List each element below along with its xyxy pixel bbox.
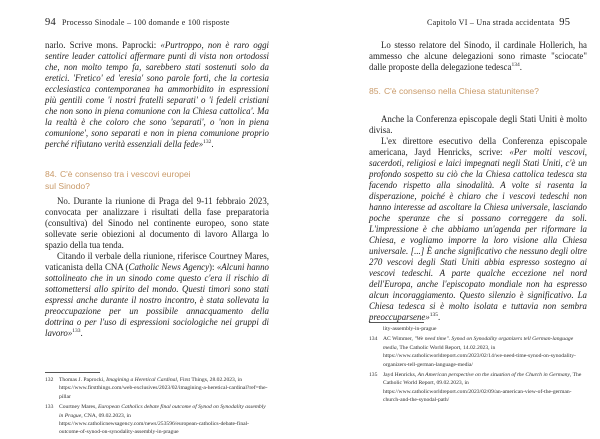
section-heading-85	[369, 86, 587, 98]
right-footnotes	[369, 325, 587, 407]
left-paragraph-1	[45, 40, 269, 150]
footnote-number: 132	[45, 377, 54, 383]
section-heading-84	[45, 169, 195, 192]
footnote-continuation: lity-assembly-in-prague	[383, 326, 437, 332]
footnote-135	[369, 371, 587, 405]
left-page	[0, 0, 300, 436]
right-page-number: 95	[559, 17, 571, 28]
footnote-source: , First Things, 28.02.2023, in https://www.firstthings.com/web-exclusives/2023/02/imagining-a-heretical-cardinal?ref=the-pillar	[59, 377, 268, 400]
footnote-text	[59, 403, 269, 437]
footnote-title: "We need time". Synod on Synodality organizers tell German-language media	[383, 336, 574, 351]
left-paragraph-3	[45, 251, 269, 339]
paprocki-quote: «Purtroppo, non è raro oggi sentire leader cattolici affermare punti di vista non ortodossi che, non molto tempo fa, sarebbero stati sostenuti solo da eretici. 'Fretico' ed 'eresia' sono parole forti, che la cortesia ecclesiastica contemporanea ha ammorbidito in espressioni più gentili come 'i nostri fratelli separati' o 'i fedeli cristiani che non sono in piena comunione con la Chiesa cattolica'. Ma la realtà è che coloro che sono 'separati', o 'non in piena comunione', sono separati e non in piena comunione proprio perché rifiutano verità essenziali della fede»	[45, 40, 270, 149]
footnote-134	[369, 335, 587, 369]
section-number-84: 84.	[45, 169, 57, 179]
left-footnote-rule	[45, 372, 100, 373]
left-running-header	[45, 17, 230, 28]
left-footnotes	[45, 376, 269, 439]
left-body-top	[45, 40, 269, 150]
footnote-source: , CNA, 09.02.2023, in https://www.catholicnewsagency.com/news/253596/european-catholics-debate-final-outcome-of-synod-on-synodality-assembly-in-prague	[59, 412, 250, 436]
right-body-top	[369, 40, 587, 73]
left-p3-end: .	[80, 328, 83, 338]
footnote-text	[383, 335, 587, 369]
footnote-ref-135[interactable]: 135	[429, 312, 439, 319]
right-paragraph-1	[369, 40, 587, 73]
mares-quote: «Alcuni hanno sottolineato che in un sinodo come questo c'era il rischio di sottomettersi allo spirito del mondo. Questi timori sono stati espressi anche durante il nostro incontro, è stata sollevata la preoccupazione per un possibile annacquamento della dottrina o per l'uso di espressioni sociologiche nei gruppi di lavoro»	[45, 262, 269, 338]
left-p3-text: Citando il verbale della riunione, riferisce Courtney Mares, vaticanista della CNA (	[45, 251, 269, 272]
footnote-source: , The Catholic World Report, 14.02.2023, in https://www.catholicworldreport.com/2023/02/14/we-need-time-synod-on-synodality-organizers-tell-german-language-media/	[383, 344, 576, 368]
footnote-author: Jayd Henricks,	[383, 372, 418, 379]
right-paragraph-3	[369, 136, 587, 323]
footnote-133	[45, 403, 269, 437]
left-p1-text: narlo. Scrive mons. Paprocki:	[45, 40, 161, 50]
footnote-title: An American perspective on the situation of the Church in Germany	[417, 372, 570, 379]
section-title-85: C'è consenso nella Chiesa statunitense?	[383, 86, 539, 96]
footnote-text	[383, 325, 587, 333]
right-running-head: Capitolo VI – Una strada accidentata	[427, 18, 555, 27]
left-p3-text-b: ):	[209, 262, 217, 272]
left-page-number: 94	[45, 17, 56, 28]
left-running-head: Processo Sinodale – 100 domande e 100 risposte	[62, 18, 230, 27]
footnote-133-continued	[369, 325, 587, 333]
footnote-number	[369, 325, 383, 333]
right-page	[300, 0, 600, 430]
section-title-84: C'è consenso tra i vescovi europei sul Sinodo?	[45, 169, 191, 191]
right-p1-text: Lo stesso relatore del Sinodo, il cardinale Hollerich, ha ammesso che alcune delegazioni sono rimaste "sciocate" dalle proposte della delegazione tedesca	[369, 40, 587, 72]
left-p1-end: .	[211, 139, 214, 149]
right-body-bottom	[369, 114, 587, 323]
section-number-85: 85.	[369, 86, 381, 96]
footnote-ref-133[interactable]: 133	[72, 328, 81, 335]
footnote-ref-134[interactable]: 134	[511, 62, 520, 69]
henricks-quote: «Per molti vescovi, sacerdoti, religiosi e laici impegnati negli Stati Uniti, c'è un profondo sospetto su ciò che la Chiesa cattolica tedesca sta facendo rispetto alla sinodalità. A volte si rasenta la disperazione, poiché è chiaro che i vescovi tedeschi non hanno interesse ad ascoltare la Chiesa universale, lasciando poche speranze che si possano correggere da soli. L'impressione è che abbiamo un'agenda per riformare la Chiesa, e vogliamo imporre la loro visione alla Chiesa universale. [...] È anche significativo che nessuno degli oltre 270 vescovi degli Stati Uniti abbia espresso sostegno ai vescovi tedeschi. A parte qualche eccezione nel nord dell'Europa, anche l'episcopato mondiale non ha espresso alcun incoraggiamento. Questo silenzio è significativo. La Chiesa tedesca si è molto isolata e tuttavia non sembra preoccuparsene»	[369, 147, 588, 322]
footnote-source: , The Catholic World Report, 09.02.2023, in https://www.catholicworldreport.com/2023/02/09/an-american-view-of-the-german-church-and-the-synodal-path/	[383, 372, 582, 404]
footnote-title: European Catholics debate final outcome of Synod on Synodality assembly in Prague	[59, 404, 266, 419]
right-p3-end: .	[438, 312, 441, 322]
left-paragraph-2: No. Durante la riunione di Praga del 9-11 febbraio 2023, convocata per analizzare i risultati della fase preparatoria (consultiva) del Sinodo nel continente europeo, sono state sollevate serie obiezioni al documento di lavoro Allarga lo spazio della tua tenda.	[45, 196, 269, 250]
footnote-title: Imagining a Heretical Cardinal	[106, 377, 177, 383]
footnote-number: 135	[369, 372, 378, 379]
right-footnote-rule	[369, 322, 424, 323]
footnote-number: 133	[45, 404, 54, 411]
footnote-author: Courtney Mares,	[59, 404, 98, 411]
footnote-author: Thomas J. Paprocki,	[59, 377, 107, 383]
footnote-number: 134	[369, 336, 378, 343]
footnote-text	[383, 371, 587, 405]
right-paragraph-2: Anche la Conferenza episcopale degli Stati Uniti è molto divisa.	[369, 114, 587, 135]
cna-name: Catholic News Agency	[128, 262, 210, 272]
left-body-bottom	[45, 196, 269, 339]
footnote-author: AC Wimmer,	[383, 336, 415, 343]
footnote-132	[45, 376, 269, 401]
right-running-header	[427, 17, 570, 28]
footnote-ref-132[interactable]: 132	[203, 139, 212, 146]
footnote-text	[59, 376, 269, 401]
right-p1-end: .	[519, 62, 522, 72]
right-p3-text: L'ex direttore esecutivo della Conferenza episcopale americana, Jayd Henricks, scrive:	[369, 136, 587, 157]
